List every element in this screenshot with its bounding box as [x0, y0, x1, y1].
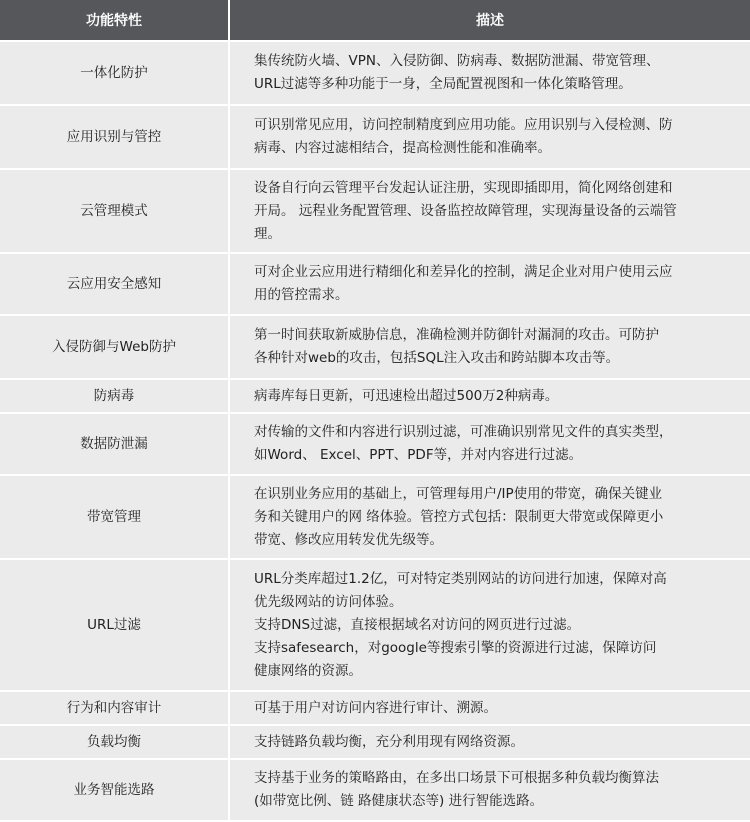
feature-description: [229, 559, 750, 691]
feature-description: [229, 41, 750, 105]
feature-name: 防病毒: [0, 379, 229, 413]
description-line: (如带宽比例、链 路健康状态等) 进行智能选路。: [254, 793, 544, 809]
feature-description: [229, 725, 750, 759]
feature-description: [229, 315, 750, 379]
description-line: 对传输的文件和内容进行识别过滤，可准确识别常见文件的真实类型，: [254, 424, 673, 440]
description-line: 务和关键用户的网 络体验。管控方式包括：限制更大带宽或保障更小: [254, 508, 664, 525]
feature-description: [229, 169, 750, 253]
description-line: 支持链路负载均衡，充分利用现有网络资源。: [254, 733, 524, 750]
description-line: 集传统防火墙、VPN、入侵防御、防病毒、数据防泄漏、带宽管理、: [254, 53, 660, 69]
table-row: [0, 41, 750, 105]
table-row: [0, 379, 750, 413]
feature-description: [229, 475, 750, 559]
description-line: 可基于用户对访问内容进行审计、溯源。: [254, 699, 497, 716]
description-line: 开局。 远程业务配置管理、设备监控故障管理，实现海量设备的云端管: [254, 202, 677, 219]
table-row: [0, 169, 750, 253]
feature-name: 应用识别与管控: [0, 105, 229, 169]
description-line: 可识别常见应用，访问控制精度到应用功能。应用识别与入侵检测、防: [254, 117, 673, 133]
feature-name: 云管理模式: [0, 169, 229, 253]
description-line: 用的管控需求。: [254, 287, 349, 303]
description-line: 带宽、修改应用转发优先级等。: [254, 531, 443, 548]
description-line: 设备自行向云管理平台发起认证注册，实现即插即用，简化网络创建和: [254, 179, 673, 196]
feature-name: 入侵防御与Web防护: [0, 315, 229, 379]
description-line: 如Word、 Excel、PPT、PDF等，并对内容进行过滤。: [254, 447, 583, 463]
description-line: 各种针对web的攻击，包括SQL注入攻击和跨站脚本攻击等。: [254, 350, 620, 366]
description-line: 理。: [254, 225, 281, 242]
table-row: [0, 691, 750, 725]
table-row: [0, 105, 750, 169]
description-line: URL分类库超过1.2亿，可对特定类别网站的访问进行加速，保障对高: [254, 570, 667, 587]
table-row: [0, 759, 750, 821]
feature-name: 数据防泄漏: [0, 413, 229, 475]
description-line: 支持基于业务的策略路由，在多出口场景下可根据多种负载均衡算法: [254, 770, 659, 786]
description-line: URL过滤等多种功能于一身，全局配置视图和一体化策略管理。: [254, 76, 632, 92]
feature-description: [229, 691, 750, 725]
description-line: 支持DNS过滤，直接根据域名对访问的网页进行过滤。: [254, 616, 581, 633]
table-row: [0, 315, 750, 379]
description-column-header: 描述: [229, 0, 750, 41]
feature-description: [229, 413, 750, 475]
feature-name: 负载均衡: [0, 725, 229, 759]
table-row: [0, 413, 750, 475]
description-line: 病毒、内容过滤相结合，提高检测性能和准确率。: [254, 140, 551, 156]
feature-name: 业务智能选路: [0, 759, 229, 821]
feature-description: [229, 759, 750, 821]
feature-name: URL过滤: [0, 559, 229, 691]
table-row: [0, 559, 750, 691]
feature-name: 云应用安全感知: [0, 253, 229, 315]
feature-description: [229, 105, 750, 169]
description-line: 在识别业务应用的基础上，可管理每用户/IP使用的带宽，确保关键业: [254, 485, 663, 502]
feature-column-header: 功能特性: [0, 0, 229, 41]
description-line: 可对企业云应用进行精细化和差异化的控制，满足企业对用户使用云应: [254, 264, 673, 280]
description-line: 优先级网站的访问体验。: [254, 593, 403, 610]
feature-name: 一体化防护: [0, 41, 229, 105]
description-line: 病毒库每日更新，可迅速检出超过500万2种病毒。: [254, 387, 559, 404]
feature-name: 带宽管理: [0, 475, 229, 559]
description-line: 支持safesearch，对google等搜索引擎的资源进行过滤，保障访问: [254, 639, 657, 656]
table-row: [0, 475, 750, 559]
feature-name: 行为和内容审计: [0, 691, 229, 725]
description-line: 健康网络的资源。: [254, 662, 362, 679]
feature-description: [229, 379, 750, 413]
description-line: 第一时间获取新威胁信息，准确检测并防御针对漏洞的攻击。可防护: [254, 327, 659, 343]
feature-description: [229, 253, 750, 315]
table-row: [0, 253, 750, 315]
table-row: [0, 725, 750, 759]
header-row: [0, 0, 750, 41]
